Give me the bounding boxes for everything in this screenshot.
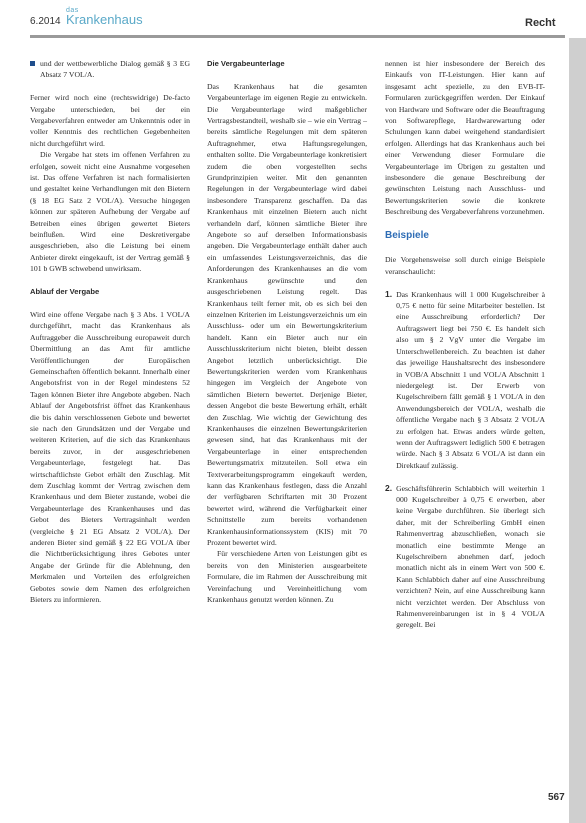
subheading: Ablauf der Vergabe — [30, 287, 100, 297]
journal-logo — [66, 7, 143, 27]
example-item — [385, 483, 545, 631]
paragraph: Die Vergabe hat stets im offenen Verfahren zu erfolgen, soweit nicht eine Ausnahme vorgesehen ist. Das offene Verfahren ist nach formalisierten und gestaltet keine Verhandlungen mit den Bietern (§ 18 EG Satz 2 VOL/A). Versuche hingegen können zur späteren Aufhebung der Vergabe auf Betreiben eines übrigen gewertet Bieters beinflußen. Wird eine Deskretivergabe ausgeschrieben, also die Leistung bei einem Anbieter direkt eingekauft, ist der Vertrag gemäß § 101 b GWB schwebend unwirksam. — [30, 150, 190, 274]
bullet-text: und der wettbewerbliche Dialog gemäß § 3 EG Absatz 7 VOL/A. — [40, 59, 190, 80]
paragraph: Ferner wird noch eine (rechtswidrige) De-facto Vergabe unterschieden, bei der ein Vergabeverfahren entweder am Unkenntnis oder in voller Kenntnis des rechtlichen Gegebenheiten nicht durchgeführt wird. — [30, 93, 190, 148]
bullet-item — [30, 58, 190, 81]
example-item — [385, 289, 545, 472]
page-number: 567 — [548, 792, 565, 803]
paragraph: Für verschiedene Arten von Leistungen gibt es bereits von den Ministerien ausgearbeitete Formulare, die im Rahmen der Ausschreibung mit Vereinfachung und Vereinheitlichung vom Krankenhaus genutzt werden können. Zu — [207, 549, 367, 605]
section-rubric: Recht — [525, 17, 556, 29]
square-bullet-icon — [30, 61, 35, 66]
issue-number: 6.2014 — [30, 16, 61, 27]
header-divider — [30, 35, 565, 38]
subheading: Die Vergabeunterlage — [207, 59, 285, 68]
text-column-2 — [207, 58, 367, 605]
example-number: 2. — [385, 482, 393, 493]
text-column-3 — [385, 58, 545, 631]
text-column-1 — [30, 58, 190, 605]
page-edge-strip — [569, 38, 586, 823]
example-number: 1. — [385, 288, 393, 299]
example-text: Das Krankenhaus will 1 000 Kugelschreiber à 0,75 € netto für seine Mitarbeiter bestellen. Ist eine Ausschreibung erforderlich? Der Auftragswert liegt bei 750 €. Es handelt sich also um § 2 VgV unter die Vergabe im Unterschwellenbereich. Zu beachten ist daher das jeweilige Haushaltsrecht des insbesondere in VOB/A Abschnitt 1 und VOL/A Abschnitt 1 niedergelegt ist. Der Erwerb von Kugelschreibern fällt gemäß § 1 VOL/A in den Anwendungsbereich der VOL/A, weshalb die öffentliche Vergabe nach § 3 Absatz 2 VOL/A zu erfolgen hat. Etwas anders würde gelten, wenn der Auftragswert lediglich 500 € betragen würde. Nach § 3 Absatz 6 VOL/A ist dann ein Direktkauf zulässig. — [396, 289, 545, 470]
example-text: Geschäftsführerin Schlabbich will weiterhin 1 000 Kugelschreiber à 0,75 € erwerben, aber keine Vergabe durchführen. Sie überlegt sich daher, mit der Schreiberling GmbH einen Rahmenvertrag abzuschließen, wonach sie monatlich eine bestimmte Menge an Kugelschreibern abnehmen darf, jedoch monatlich nicht als in einem Wert von 500 €. Kann Schlabbich daher auf eine Ausschreibung verzichten? Nein, auf eine Ausschreibung kann nicht verzichtet werden. Der Abschluss von Rahmenvereinbarungen ist in § 4 VOL/A geregelt. Bei — [396, 483, 545, 630]
logo-name: Krankenhaus — [66, 12, 143, 27]
paragraph: Die Vorgehensweise soll durch einige Beispiele veranschaulicht: — [385, 255, 545, 276]
paragraph: Wird eine offene Vergabe nach § 3 Abs. 1 VOL/A durchgeführt, macht das Krankenhaus als Auftraggeber die Ausschreibung europaweit durch Übermittlung an das Amt für amtliche Veröffentlichungen der Europäischen Gemeinschaften öffentlich bekannt. Innerhalb einer Angebotsfrist von in der Regel mindestens 52 Tagen können Bieter ihre Angebote abgeben. Nach Ablauf der Angebotsfrist öffnet das Krankenhaus die bis dahin verschlossenen Gebote und bewertet sie nach den Grundsätzen und der Vergabe und weiteren Kriterien, auf die sich das Krankenhaus bereits zuvor, in der ausgeschriebenen Vergabeunterlage, festgelegt hat. Das wirtschaftlichste Gebot erhält den Zuschlag. Mit dem Zuschlag kommt der Vertrag zwischen dem Krankenhaus und dem Bieter zustande, wobei die Vergabeunterlage des Krankenhauses und das Gebot des Bieters Vertragsinhalt werden (vergleiche § 21 EG Absatz 2 VOL/A). Der anderen Bieter sind gemäß § 22 EG VOL/A über die Nichtberücksichtigung ihres Gebotes unter Angabe der Gründe für die Ablehnung, den Merkmalen und Vorteilen des erfolgreichen Gebotes sowie dem Namen des erfolgreichen Bieters zu informieren. — [30, 309, 190, 605]
page-header — [0, 0, 586, 50]
paragraph: nennen ist hier insbesondere der Bereich des Einkaufs von IT-Leistungen. Hier kann auf insgesamt acht spezielle, zu den EVB-IT-Formularen zurückgegriffen werden. Der Einkauf von Hardware und Software oder die Beauftragung von Softwarepflege, Hardwarewartung oder Schulungen kann dabei weitgehend standardisiert erfolgen. Allerdings hat das Krankenhaus auch bei einer Verwendung dieser Formulare die Vergabeunterlage im Übrigen zu gestalten und insbesondere die genaue Beschreibung der gewünschten Leistung nach Ausschluss- und Bewertungskriterien sowie die konkrete Beschreibung des Vergabeverfahrens vorzunehmen. — [385, 59, 545, 217]
logo-prefix: das — [66, 7, 79, 14]
paragraph: Das Krankenhaus hat die gesamten Vergabeunterlage im eigenen Regie zu entwickeln. Die Vergabeunterlage wird maßgeblicher Vertragsbestandteil, weshalb sie – wie ein Vertrag – bereits sämtliche Regelungen mit dem späteren Auftragnehmer, etwa Haftungsregelungen, enthalten sollte. Die Vergabeunterlage konkretisiert zudem die oben vorgestellten sechs Grundprinzipien weiter. Mit den genannten Regelungen in der Vergabeunterlage wird dabei insbesondere Transparenz geschaffen. Da das Krankenhaus mit einzelnen Bietern auch nicht verhandeln darf, können sämtliche Bieter ihre Angebote so auf derselben Informationsbasis angeben. Die Vergabeunterlage enthält daher auch ein umfassendes Leistungsverzeichnis, das die Anforderungen des Krankenhauses an die vom Krankenhaus gewünschte und den ausgeschriebenen Leistung regelt. Das Krankenhaus teilt ferner mit, ob es sich bei den einzelnen Kriterien im Leistungsverzeichnis um ein Ausschluss- oder um ein Bewertungskriterium handelt. Kann ein Bieter auch nur ein Ausschlusskriterium nicht bieten, bleibt dessen Angebot letztlich unberücksichtigt. Die Bewertungskriterien werden vom Krankenhaus hingegen im Vergleich der Angebote von sämtlichen Bietern bewertet. Derjenige Bieter, dessen Angebot die beste Bewertung erhält, erhält den Zuschlag. Wie wichtig der Gewichtung des Krankenhauses die einzelnen Bewertungskriterien gewesen sind, hat das Krankenhaus mit der Vergabeunterlage in einer entsprechenden Bewertungsmatrix mitzuteilen. Soll etwa ein Textverarbeitungsprogramm eingekauft werden, kann das Krankenhaus festlegen, dass die Anzahl der verfügbaren Schriftarten mit 30 Prozent bewertet wird, während die Verfügbarkeit einer Schnittstelle zum bereits vorhandenen Krankenhausinformationssystem (KIS) mit 70 Prozent bewertet wird. — [207, 81, 367, 548]
section-heading: Beispiele — [385, 230, 429, 242]
